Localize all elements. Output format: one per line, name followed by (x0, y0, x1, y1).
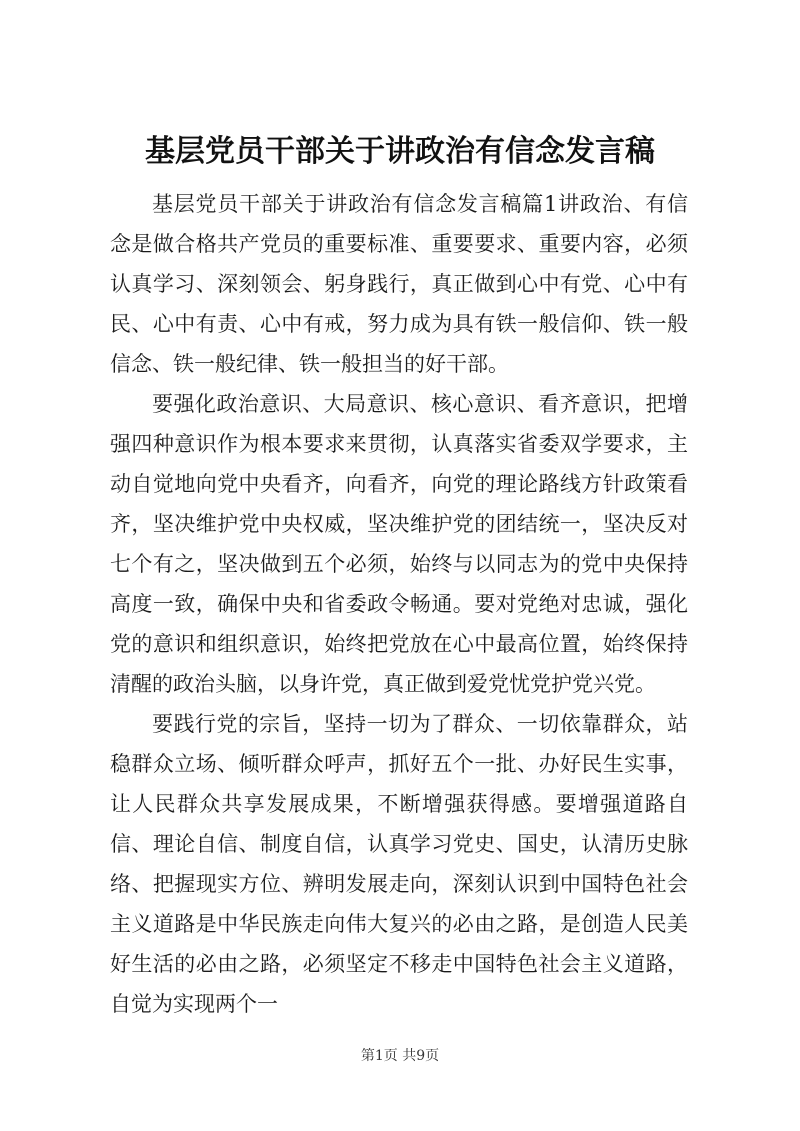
paragraph-2: 要强化政治意识、大局意识、核心意识、看齐意识，把增强四种意识作为根本要求来贯彻，认真落实省委双学要求，主动自觉地向党中央看齐，向看齐，向党的理论路线方针政策看齐，坚决维护党中央权威，坚决维护党的团结统一，坚决反对七个有之，坚决做到五个必须，始终与以同志为的党中央保持高度一致，确保中央和省委政令畅通。要对党绝对忠诚，强化党的意识和组织意识，始终把党放在心中最高位置，始终保持清醒的政治头脑，以身许党，真正做到爱党忧党护党兴党。 (110, 392, 688, 696)
document-body (110, 184, 688, 1024)
page-footer: 第1页 共9页 (360, 1048, 440, 1064)
page-title: 基层党员干部关于讲政治有信念发言稿 (145, 134, 655, 169)
paragraph-3: 要践行党的宗旨，坚持一切为了群众、一切依靠群众，站稳群众立场、倾听群众呼声，抓好五个一批、办好民生实事，让人民群众共享发展成果，不断增强获得感。要增强道路自信、理论自信、制度自信，认真学习党史、国史，认清历史脉络、把握现实方位、辨明发展走向，深刻认识到中国特色社会主义道路是中华民族走向伟大复兴的必由之路，是创造人民美好生活的必由之路，必须坚定不移走中国特色社会主义道路，自觉为实现两个一 (110, 712, 688, 1016)
paragraph-1: 基层党员干部关于讲政治有信念发言稿篇1讲政治、有信念是做合格共产党员的重要标准、重要要求、重要内容，必须认真学习、深刻领会、躬身践行，真正做到心中有党、心中有民、心中有责、心中有戒，努力成为具有铁一般信仰、铁一般信念、铁一般纪律、铁一般担当的好干部。 (110, 192, 688, 376)
